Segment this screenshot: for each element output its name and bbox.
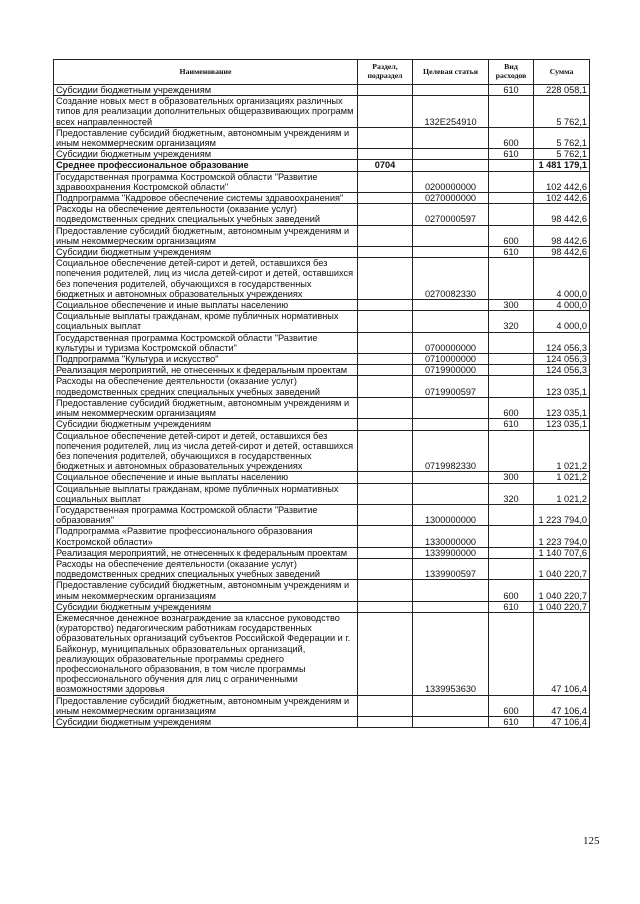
row-sum: 98 442,6 [534,204,590,225]
row-section: 0704 [358,160,413,171]
row-sum: 47 106,4 [534,716,590,727]
row-name: Подпрограмма "Культура и искусство" [54,354,358,365]
table-row [54,85,590,96]
row-sum: 98 442,6 [534,225,590,246]
table-row [54,695,590,716]
row-sum: 1 223 794,0 [534,504,590,525]
row-name: Реализация мероприятий, не отнесенных к федеральным проектам [54,547,358,558]
row-article: 132E254910 [413,96,489,128]
table-row [54,365,590,376]
row-kind [489,258,534,300]
row-kind [489,160,534,171]
row-kind: 610 [489,716,534,727]
row-sum: 1 021,2 [534,430,590,472]
row-kind [489,96,534,128]
table-row [54,225,590,246]
row-sum: 1 040 220,7 [534,601,590,612]
row-name: Социальное обеспечение и иные выплаты населению [54,472,358,483]
row-name: Реализация мероприятий, не отнесенных к федеральным проектам [54,365,358,376]
row-sum: 98 442,6 [534,247,590,258]
table-row [54,300,590,311]
row-sum: 1 040 220,7 [534,558,590,579]
row-sum: 5 762,1 [534,96,590,128]
row-article: 0200000000 [413,171,489,192]
row-section [358,96,413,128]
row-name: Подпрограмма "Кадровое обеспечение системы здравоохранения" [54,193,358,204]
row-kind: 320 [489,483,534,504]
row-article: 0719900597 [413,376,489,397]
row-article [413,716,489,727]
table-row [54,580,590,601]
row-article [413,149,489,160]
row-article: 0270000000 [413,193,489,204]
row-kind [489,354,534,365]
table-body [54,85,590,728]
row-sum: 124 056,3 [534,365,590,376]
row-kind [489,612,534,695]
row-article [413,580,489,601]
row-article [413,127,489,148]
row-kind: 610 [489,601,534,612]
row-name: Социальные выплаты гражданам, кроме публичных нормативных социальных выплат [54,311,358,332]
row-sum: 1 223 794,0 [534,526,590,547]
row-section [358,311,413,332]
table-row [54,171,590,192]
table-row [54,376,590,397]
table-row [54,96,590,128]
row-article [413,695,489,716]
row-name: Государственная программа Костромской области "Развитие образования" [54,504,358,525]
table-row [54,160,590,171]
row-name: Расходы на обеспечение деятельности (оказание услуг) подведомственных средних специальных учебных заведений [54,204,358,225]
row-section [358,300,413,311]
row-name: Социальное обеспечение и иные выплаты населению [54,300,358,311]
row-name: Социальное обеспечение детей-сирот и детей, оставшихся без попечения родителей, лиц из числа детей-сирот и детей, оставшихся без попечения родителей, обучающихся в государственных бюджетных и автономных образовательных учреждениях [54,430,358,472]
row-kind [489,193,534,204]
row-name: Предоставление субсидий бюджетным, автономным учреждениям и иным некоммерческим организациям [54,695,358,716]
row-name: Субсидии бюджетным учреждениям [54,85,358,96]
row-section [358,258,413,300]
row-section [358,149,413,160]
row-section [358,526,413,547]
row-section [358,85,413,96]
table-row [54,430,590,472]
row-kind: 320 [489,311,534,332]
row-sum: 1 021,2 [534,472,590,483]
row-article: 0270000597 [413,204,489,225]
row-article: 0710000000 [413,354,489,365]
row-article: 0719982330 [413,430,489,472]
row-section [358,483,413,504]
row-sum: 1 040 220,7 [534,580,590,601]
row-name: Субсидии бюджетным учреждениям [54,419,358,430]
row-article [413,225,489,246]
row-sum: 123 035,1 [534,376,590,397]
row-kind [489,332,534,353]
row-kind [489,171,534,192]
table-row [54,601,590,612]
row-name: Расходы на обеспечение деятельности (оказание услуг) подведомственных средних специальных учебных заведений [54,376,358,397]
row-section [358,397,413,418]
row-article: 1339900000 [413,547,489,558]
row-name: Расходы на обеспечение деятельности (оказание услуг) подведомственных средних специальных учебных заведений [54,558,358,579]
table-row [54,504,590,525]
row-section [358,419,413,430]
table-row [54,558,590,579]
row-sum: 4 000,0 [534,300,590,311]
row-name: Субсидии бюджетным учреждениям [54,601,358,612]
row-name: Субсидии бюджетным учреждениям [54,247,358,258]
row-sum: 123 035,1 [534,419,590,430]
header-article: Целевая статья [413,60,489,85]
row-kind: 610 [489,419,534,430]
row-kind: 600 [489,127,534,148]
row-article [413,601,489,612]
row-kind: 300 [489,472,534,483]
row-kind: 610 [489,149,534,160]
row-section [358,504,413,525]
table-row [54,419,590,430]
row-sum: 123 035,1 [534,397,590,418]
table-row [54,526,590,547]
header-name: Наименование [54,60,358,85]
page-number: 125 [583,835,600,847]
budget-table [53,59,590,728]
table-row [54,311,590,332]
row-section [358,612,413,695]
row-section [358,716,413,727]
row-sum: 47 106,4 [534,612,590,695]
row-name: Социальное обеспечение детей-сирот и детей, оставшихся без попечения родителей, лиц из числа детей-сирот и детей, оставшихся без попечения родителей, обучающихся в государственных бюджетных и автономных образовательных учреждениях [54,258,358,300]
row-sum: 1 481 179,1 [534,160,590,171]
row-section [358,365,413,376]
row-section [358,193,413,204]
row-article: 1330000000 [413,526,489,547]
row-section [358,601,413,612]
row-kind: 610 [489,85,534,96]
row-kind [489,376,534,397]
row-kind [489,558,534,579]
row-kind: 600 [489,580,534,601]
table-row [54,204,590,225]
row-article [413,311,489,332]
row-name: Среднее профессиональное образование [54,160,358,171]
row-article: 1339953630 [413,612,489,695]
row-name: Государственная программа Костромской области "Развитие культуры и туризма Костромской области" [54,332,358,353]
row-kind: 600 [489,225,534,246]
row-section [358,332,413,353]
table-row [54,716,590,727]
row-section [358,247,413,258]
table-row [54,612,590,695]
row-section [358,547,413,558]
row-section [358,472,413,483]
table-row [54,472,590,483]
table-row [54,354,590,365]
row-section [358,558,413,579]
row-name: Создание новых мест в образовательных организациях различных типов для реализации дополнительных общеразвивающих программ всех направленностей [54,96,358,128]
row-name: Предоставление субсидий бюджетным, автономным учреждениям и иным некоммерческим организациям [54,397,358,418]
row-sum: 4 000,0 [534,311,590,332]
row-sum: 1 140 707,6 [534,547,590,558]
row-kind [489,504,534,525]
table-row [54,483,590,504]
row-article [413,397,489,418]
row-section [358,580,413,601]
row-section [358,376,413,397]
row-section [358,171,413,192]
row-name: Ежемесячное денежное вознаграждение за классное руководство (кураторство) педагогическим работникам государственных образовательных организаций субъектов Российской Федерации и г. Байконур, муниципальных образовательных организаций, реализующих образовательные программы среднего профессионального образования, в том числе программы профессионального обучения для лиц с ограниченными возможностями здоровья [54,612,358,695]
row-sum: 47 106,4 [534,695,590,716]
table-row [54,127,590,148]
row-name: Предоставление субсидий бюджетным, автономным учреждениям и иным некоммерческим организациям [54,580,358,601]
row-name: Подпрограмма «Развитие профессионального образования Костромской области» [54,526,358,547]
row-kind: 610 [489,247,534,258]
row-name: Социальные выплаты гражданам, кроме публичных нормативных социальных выплат [54,483,358,504]
row-section [358,695,413,716]
row-article [413,247,489,258]
row-sum: 102 442,6 [534,171,590,192]
row-article: 0700000000 [413,332,489,353]
header-sum: Сумма [534,60,590,85]
row-article [413,472,489,483]
row-kind [489,430,534,472]
row-article: 0270082330 [413,258,489,300]
row-kind: 600 [489,397,534,418]
table-row [54,332,590,353]
row-article [413,160,489,171]
row-article: 0719900000 [413,365,489,376]
table-row [54,397,590,418]
row-article [413,300,489,311]
row-name: Субсидии бюджетным учреждениям [54,716,358,727]
row-kind [489,204,534,225]
row-article [413,483,489,504]
row-kind: 600 [489,695,534,716]
row-sum: 124 056,3 [534,354,590,365]
row-section [358,127,413,148]
table-row [54,258,590,300]
table-row [54,149,590,160]
table-row [54,247,590,258]
row-name: Государственная программа Костромской области "Развитие здравоохранения Костромской области" [54,171,358,192]
row-name: Предоставление субсидий бюджетным, автономным учреждениям и иным некоммерческим организациям [54,225,358,246]
row-article [413,85,489,96]
row-article: 1300000000 [413,504,489,525]
row-sum: 5 762,1 [534,149,590,160]
row-article: 1339900597 [413,558,489,579]
table-row [54,547,590,558]
row-kind [489,365,534,376]
table-header-row [54,60,590,85]
row-name: Субсидии бюджетным учреждениям [54,149,358,160]
row-section [358,225,413,246]
row-sum: 5 762,1 [534,127,590,148]
row-sum: 228 058,1 [534,85,590,96]
row-sum: 1 021,2 [534,483,590,504]
row-sum: 4 000,0 [534,258,590,300]
row-section [358,430,413,472]
row-section [358,204,413,225]
table-row [54,193,590,204]
row-kind [489,547,534,558]
row-kind [489,526,534,547]
row-article [413,419,489,430]
row-kind: 300 [489,300,534,311]
row-section [358,354,413,365]
row-sum: 102 442,6 [534,193,590,204]
header-kind: Вид расходов [489,60,534,85]
row-sum: 124 056,3 [534,332,590,353]
row-name: Предоставление субсидий бюджетным, автономным учреждениям и иным некоммерческим организациям [54,127,358,148]
header-section: Раздел, подраздел [358,60,413,85]
